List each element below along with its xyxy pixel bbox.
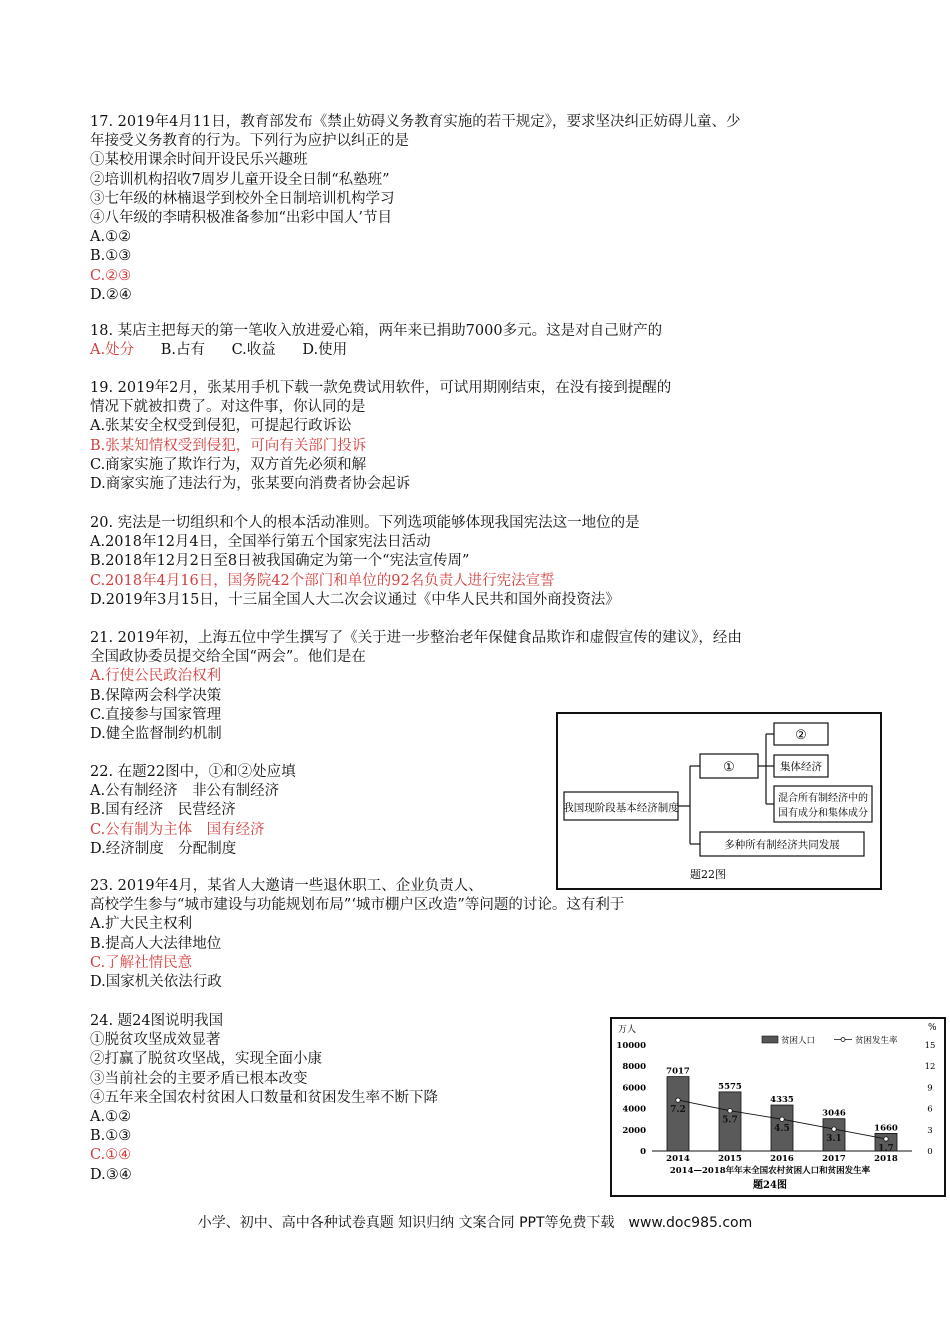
q23-option-b: B.提高人大法律地位 xyxy=(90,935,222,952)
q18-option-c: C.收益 xyxy=(231,342,276,359)
q24-item: ③当前社会的主要矛盾已根本改变 xyxy=(90,1070,308,1087)
q19-option-b-answer: B.张某知情权受到侵犯，可向有关部门投诉 xyxy=(90,437,367,454)
right-tick-label: 15 xyxy=(924,1041,936,1051)
page-footer: 小学、初中、高中各种试卷真题 知识归纳 文案合同 PPT等免费下载 www.doc985.com xyxy=(197,1215,753,1231)
question-20 xyxy=(90,514,640,610)
chart-title: 2014—2018年年末全国农村贫困人口和贫困发生率 xyxy=(669,1166,871,1176)
q19-option-d: D.商家实施了违法行为，张某要向消费者协会起诉 xyxy=(90,476,411,493)
rate-value-label: 5.7 xyxy=(722,1115,738,1126)
question-18 xyxy=(90,322,662,360)
q24-item: ②打赢了脱贫攻坚战，实现全面小康 xyxy=(90,1051,322,1068)
q18-option-d: D.使用 xyxy=(302,342,348,359)
fig22-node-2: ② xyxy=(795,728,807,743)
chart-right-unit: % xyxy=(928,1023,937,1033)
right-tick-label: 3 xyxy=(927,1125,933,1136)
x-tick-label: 2017 xyxy=(822,1154,846,1164)
question-17 xyxy=(90,113,741,305)
q17-item: ③七年级的林楠退学到校外全日制培训机构学习 xyxy=(90,190,395,207)
q19-option-c: C.商家实施了欺诈行为，双方首先必须和解 xyxy=(90,456,367,473)
q21-option-d: D.健全监督制约机制 xyxy=(90,726,222,743)
chart-caption: 题24图 xyxy=(753,1180,787,1191)
bar-value-label: 5575 xyxy=(718,1081,742,1092)
q18-option-b: B.占有 xyxy=(160,342,205,359)
rate-point xyxy=(728,1109,732,1113)
left-tick-label: 4000 xyxy=(622,1104,646,1115)
q22-option-c-answer: C.公有制为主体 国有经济 xyxy=(90,821,265,838)
q19-stem-line1: 19. 2019年2月，张某用手机下载一款免费试用软件，可试用期刚结束，在没有接到提醒的 xyxy=(90,380,672,396)
q23-option-d: D.国家机关依法行政 xyxy=(90,974,222,991)
q21-option-b: B.保障两会科学决策 xyxy=(90,687,222,704)
chart-legend xyxy=(762,1035,898,1046)
q19-option-a: A.张某安全权受到侵犯，可提起行政诉讼 xyxy=(90,418,352,435)
rate-point xyxy=(676,1098,680,1102)
q17-item: ①某校用课余时间开设民乐兴趣班 xyxy=(90,152,308,169)
fig22-root-label: 我国现阶段基本经济制度 xyxy=(563,802,679,814)
q17-item: ④八年级的李晴积极准备参加“出彩中国人’节目 xyxy=(90,210,393,227)
q18-stem: 18. 某店主把每天的第一笔收入放进爱心箱，两年来已捐助7000多元。这是对自己财产的 xyxy=(90,323,663,339)
question-23 xyxy=(90,877,624,992)
q22-stem: 22. 在题22图中，①和②处应填 xyxy=(90,764,296,780)
q24-option-d: D.③④ xyxy=(90,1166,132,1183)
q22-option-b: B.国有经济 民营经济 xyxy=(90,802,236,819)
q17-item: ②培训机构招收7周岁儿童开设全日制“私塾班” xyxy=(90,171,390,188)
q17-option-d: D.②④ xyxy=(90,286,132,303)
q20-option-b: B.2018年12月2日至8日被我国确定为第一个“宪法宣传周” xyxy=(90,553,470,570)
q17-option-c-answer: C.②③ xyxy=(90,267,132,284)
chart-left-unit: 万人 xyxy=(618,1025,637,1035)
rate-value-label: 7.2 xyxy=(670,1105,686,1116)
q22-option-a: A.公有制经济 非公有制经济 xyxy=(90,783,280,800)
q17-stem-line2: 年接受义务教育的行为。下列行为应护以纠正的是 xyxy=(90,133,409,150)
right-tick-label: 9 xyxy=(927,1083,933,1094)
fig22-caption: 题22图 xyxy=(690,868,726,881)
bar-value-label: 4335 xyxy=(770,1095,794,1106)
q20-option-c-answer: C.2018年4月16日，国务院42个部门和单位的92名负责人进行宪法宣誓 xyxy=(90,572,555,589)
right-tick-label: 12 xyxy=(924,1062,936,1073)
question-22 xyxy=(90,763,296,859)
q18-option-a-answer: A.处分 xyxy=(90,342,135,359)
rate-point xyxy=(780,1117,784,1121)
x-tick-label: 2016 xyxy=(770,1154,794,1164)
q21-option-c: C.直接参与国家管理 xyxy=(90,706,222,723)
figure-22-box xyxy=(556,712,882,890)
left-tick-label: 0 xyxy=(640,1147,646,1157)
q17-option-b: B.①③ xyxy=(90,248,132,265)
q24-option-c-answer: C.①④ xyxy=(90,1147,132,1164)
figure-24-chart xyxy=(612,1019,944,1195)
rate-point xyxy=(832,1127,836,1131)
q23-stem-line2: 高校学生参与“城市建设与功能规划布局”‘城市棚户区改造”等问题的讨论。这有利于 xyxy=(90,897,625,914)
left-tick-label: 2000 xyxy=(622,1125,646,1136)
q24-stem: 24. 题24图说明我国 xyxy=(90,1013,224,1029)
question-24 xyxy=(90,1012,438,1185)
q23-option-a: A.扩大民主权利 xyxy=(90,916,193,933)
fig22-node-mixed-line1: 混合所有制经济中的 xyxy=(778,793,868,804)
q24-item: ④五年来全国农村贫困人口数量和贫困发生率不断下降 xyxy=(90,1089,438,1106)
x-tick-label: 2018 xyxy=(874,1154,898,1164)
q21-option-a-answer: A.行使公民政治权利 xyxy=(90,668,222,685)
fig22-node-common-development: 多种所有制经济共同发展 xyxy=(724,839,840,851)
q17-option-a: A.①② xyxy=(90,229,132,246)
bar-value-label: 7017 xyxy=(666,1066,690,1077)
q20-option-d: D.2019年3月15日，十三届全国人大二次会议通过《中华人民共和国外商投资法》 xyxy=(90,591,620,608)
q22-option-d: D.经济制度 分配制度 xyxy=(90,840,237,857)
rate-value-label: 1.7 xyxy=(878,1143,894,1154)
q18-options xyxy=(90,341,662,360)
fig22-node-mixed-line2: 国有成分和集体成分 xyxy=(778,808,868,819)
q24-option-b: B.①③ xyxy=(90,1128,132,1145)
left-tick-label: 8000 xyxy=(622,1062,646,1073)
q21-stem-line1: 21. 2019年初，上海五位中学生撰写了《关于进一步整治老年保健食品欺诈和虚假宣传的建议》，经由 xyxy=(90,630,742,646)
q23-stem-line1: 23. 2019年4月，某省人大邀请一些退休职工、企业负责人、 xyxy=(90,878,483,894)
q21-stem-line2: 全国政协委员提交给全国“两会”。他们是在 xyxy=(90,649,366,666)
legend-series-population: 贫困人口 xyxy=(781,1036,816,1046)
legend-series-rate: 贫困发生率 xyxy=(855,1036,898,1046)
left-tick-label: 6000 xyxy=(622,1083,646,1094)
figure-22-diagram xyxy=(558,714,880,888)
rate-value-label: 3.1 xyxy=(826,1134,842,1145)
x-tick-label: 2014 xyxy=(666,1154,690,1164)
right-tick-label: 6 xyxy=(927,1104,933,1115)
q24-option-a: A.①② xyxy=(90,1109,132,1126)
fig22-node-1: ① xyxy=(723,760,735,775)
q19-stem-line2: 情况下就被扣费了。对这件事，你认同的是 xyxy=(90,399,366,416)
legend-bar-swatch xyxy=(762,1036,778,1043)
q23-option-c-answer: C.了解社情民意 xyxy=(90,954,193,971)
bar-value-label: 1660 xyxy=(874,1123,898,1134)
rate-point xyxy=(884,1137,888,1141)
x-tick-label: 2015 xyxy=(718,1154,742,1164)
legend-line-marker xyxy=(841,1038,845,1042)
q17-stem-line1: 17. 2019年4月11日，教育部发布《禁止妨碍义务教育实施的若干规定》，要求坚决纠正妨碍儿童、少 xyxy=(90,114,741,130)
fig22-node-collective: 集体经济 xyxy=(780,761,822,773)
q20-option-a: A.2018年12月4日，全国举行第五个国家宪法日活动 xyxy=(90,534,431,551)
bar-value-label: 3046 xyxy=(822,1108,846,1119)
q24-item: ①脱贫攻坚成效显著 xyxy=(90,1032,221,1049)
right-tick-label: 0 xyxy=(927,1147,933,1157)
q20-stem: 20. 宪法是一切组织和个人的根本活动准则。下列选项能够体现我国宪法这一地位的是 xyxy=(90,515,640,531)
figure-24-box xyxy=(610,1017,946,1197)
question-19 xyxy=(90,379,671,494)
rate-value-label: 4.5 xyxy=(774,1124,790,1135)
left-tick-label: 10000 xyxy=(616,1041,646,1051)
